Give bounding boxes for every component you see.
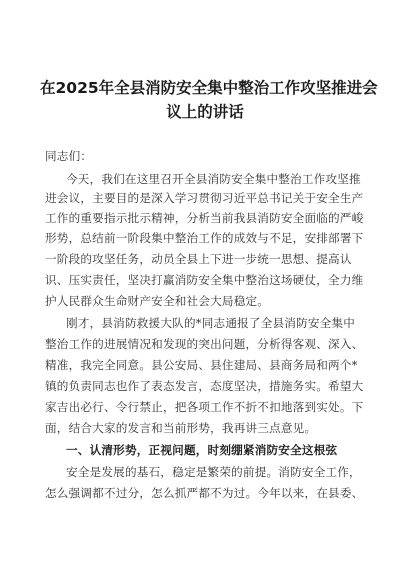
paragraph-line: 形势，总结前一阶段集中整治工作的成效与不足，安排部署下: [45, 231, 364, 245]
paragraph-line: 识、压实责任，坚决打赢消防安全集中整治这场硬仗，全力维: [45, 273, 364, 287]
section-heading: 一、认清形势，正视问题，时刻绷紧消防安全这根弦: [66, 443, 338, 457]
paragraph-line: 精准，我完全同意。县公安局、县住建局、县商务局和两个*: [45, 358, 358, 372]
paragraph-line: 家吉出必行、令行禁止，把各项工作不折不扣地落到实处。下: [45, 400, 364, 414]
paragraph-line: 一阶段的攻坚任务，动员全县上下进一步统一思想、提高认: [45, 252, 352, 266]
paragraph-line: 怎么强调都不过分，怎么抓严都不为过。今年以来，在县委、: [45, 486, 364, 500]
paragraph-line: 进会议，主要目的是深入学习贯彻习近平总书记关于安全生产: [45, 191, 364, 205]
paragraph-line: 面，结合大家的发言和当前形势，我再讲三点意见。: [45, 421, 317, 435]
paragraph-line: 镇的负责同志也作了表态发言，态度坚决，措施务实。希望大: [45, 379, 364, 393]
salutation: 同志们：: [45, 149, 93, 163]
paragraph-line: 今天，我们在这里召开全县消防安全集中整治工作攻坚推: [66, 172, 361, 186]
paragraph-line: 刚才，县消防救援大队的*同志通报了全县消防安全集中: [66, 316, 356, 330]
paragraph-line: 护人民群众生命财产安全和社会大局稳定。: [45, 294, 270, 308]
paragraph-line: 安全是发展的基石，稳定是繁荣的前提。消防安全工作，: [66, 465, 361, 479]
document-title-line-1: 在2025年全县消防安全集中整治工作攻坚推进会: [40, 79, 378, 97]
paragraph-line: 整治工作的进展情况和发现的突出问题，分析得客观、深入、: [45, 337, 364, 351]
document-title-line-2: 议上的讲话: [166, 103, 244, 121]
paragraph-line: 工作的重要指示批示精神，分析当前我县消防安全面临的严峻: [45, 211, 364, 225]
